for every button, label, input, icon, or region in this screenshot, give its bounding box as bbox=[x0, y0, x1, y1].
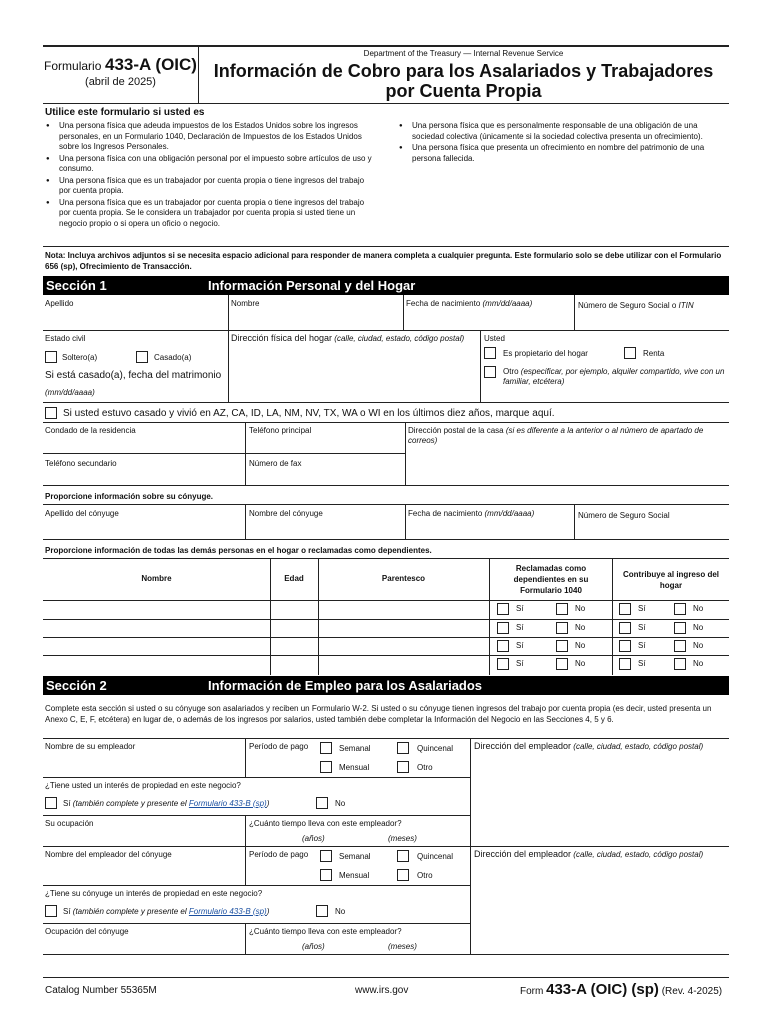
contribuye-no-label: No bbox=[693, 659, 704, 668]
contribuye-no-label: No bbox=[693, 604, 704, 613]
household-nombre-input[interactable] bbox=[44, 638, 269, 654]
otro-pago-checkbox[interactable] bbox=[397, 761, 409, 773]
apellido-conyuge-label: Apellido del cónyuge bbox=[45, 509, 119, 518]
col-reclamadas-header: Reclamadas como dependientes en su Formulario 1040 bbox=[513, 564, 589, 595]
direccion-empleador-label: Dirección del empleador (calle, ciudad, estado, código postal) bbox=[474, 741, 704, 751]
conyuge-direccion-empleador-input[interactable] bbox=[471, 872, 728, 953]
ocupacion-label: Su ocupación bbox=[45, 819, 94, 828]
nombre-conyuge-input[interactable] bbox=[246, 520, 404, 538]
casado-checkbox[interactable] bbox=[136, 351, 148, 363]
contribuye-si-label: Sí bbox=[638, 604, 646, 613]
section2-number: Sección 2 bbox=[46, 678, 107, 693]
usted-label: Usted bbox=[484, 334, 505, 343]
interes-si-label: Sí (también complete y presente el Formulario 433-B (sp)) bbox=[63, 799, 270, 808]
conyuge-tiempo-empleador-label: ¿Cuánto tiempo lleva con este empleador? bbox=[249, 927, 402, 936]
col-contribuye-header: Contribuye al ingreso del hogar bbox=[622, 570, 719, 590]
ssn-input[interactable] bbox=[575, 314, 728, 329]
quincenal-checkbox[interactable] bbox=[397, 742, 409, 754]
telefono-secundario-input[interactable] bbox=[44, 470, 244, 484]
empleador-label: Nombre de su empleador bbox=[45, 742, 136, 751]
conyuge-empleador-label: Nombre del empleador del cónyuge bbox=[45, 850, 172, 859]
condado-label: Condado de la residencia bbox=[45, 426, 136, 435]
conyuge-ocupacion-input[interactable] bbox=[44, 938, 244, 953]
household-parentesco-input[interactable] bbox=[319, 638, 488, 654]
conyuge-empleador-input[interactable] bbox=[44, 861, 244, 883]
contribuye-si-label: Sí bbox=[638, 659, 646, 668]
section1-header bbox=[43, 276, 729, 295]
conyuge-meses-input[interactable] bbox=[340, 939, 384, 952]
form-433b-link[interactable]: Formulario 433-B (sp) bbox=[188, 799, 267, 808]
right-bullets bbox=[398, 121, 723, 165]
col-edad-header: Edad bbox=[284, 574, 304, 583]
note-text: Nota: Incluya archivos adjuntos si se necesita espacio adicional para responder de manera completa a cualquier pregunta. Este formulario solo se debe utilizar con el Formulario 656 (sp), Ofrecimiento de Transacción. bbox=[45, 251, 722, 271]
section2-intro: Complete esta sección si usted o su cónyuge son asalariados y reciben un Formulario W-2. Si usted o su cónyuge tienen ingresos del trabajo por cuenta propia (es decir, usted presenta un Anexo C, E, F, etcétera) en lugar de, o además de los ingresos por salarios, usted también debe completar la Información del Negocio en las Secciones 4, 5 y 6. bbox=[45, 704, 712, 724]
contribuye-si-label: Sí bbox=[638, 641, 646, 650]
conyuge-ocupacion-label: Ocupación del cónyuge bbox=[45, 927, 129, 936]
nombre-input[interactable] bbox=[229, 310, 402, 329]
reclamadas-no-label: No bbox=[575, 641, 586, 650]
meses-label: (meses) bbox=[388, 834, 417, 843]
conyuge-anos-label: (años) bbox=[302, 942, 325, 951]
intro-heading: Utilice este formulario si usted es bbox=[45, 107, 205, 118]
household-edad-input[interactable] bbox=[271, 620, 317, 636]
reclamadas-si-label: Sí bbox=[516, 623, 524, 632]
formulario-word: Formulario bbox=[44, 59, 102, 73]
fax-input[interactable] bbox=[246, 470, 404, 484]
periodo-pago-label: Período de pago bbox=[249, 742, 309, 751]
bullet-item: ● Una persona física con una obligación personal por el impuesto sobre artículos de uso y consumo. bbox=[45, 154, 375, 175]
household-edad-input[interactable] bbox=[271, 638, 317, 654]
conyuge-periodo-pago-label: Período de pago bbox=[249, 850, 309, 859]
conyuge-quincenal-label: Quincenal bbox=[417, 852, 454, 861]
household-edad-input[interactable] bbox=[271, 601, 317, 617]
anos-input[interactable] bbox=[250, 831, 298, 844]
reclamadas-no-label: No bbox=[575, 659, 586, 668]
household-nombre-input[interactable] bbox=[44, 601, 269, 617]
reclamadas-si-label: Sí bbox=[516, 604, 524, 613]
household-edad-input[interactable] bbox=[271, 656, 317, 672]
bullet-item: ● Una persona física que es personalmente responsable de una obligación de una sociedad colectiva (únicamente si la sociedad colectiva presenta un ofrecimiento). bbox=[398, 121, 723, 142]
household-parentesco-input[interactable] bbox=[319, 601, 488, 617]
col-parentesco-header: Parentesco bbox=[381, 574, 426, 583]
reclamadas-no-checkbox[interactable] bbox=[556, 658, 568, 670]
household-heading: Proporcione información de todas las demás personas en el hogar o reclamadas como dependientes. bbox=[45, 546, 432, 555]
otro-vivienda-label: Otro (especificar, por ejemplo, alquiler compartido, vive con un familiar, etcétera) bbox=[503, 367, 725, 386]
conyuge-quincenal-checkbox[interactable] bbox=[397, 850, 409, 862]
tiempo-empleador-label: ¿Cuánto tiempo lleva con este empleador? bbox=[249, 819, 402, 828]
household-parentesco-input[interactable] bbox=[319, 656, 488, 672]
form-date: (abril de 2025) bbox=[85, 76, 156, 88]
section2-title: Información de Empleo para los Asalariados bbox=[208, 678, 483, 693]
otro-pago-label: Otro bbox=[417, 763, 433, 772]
conyuge-anos-input[interactable] bbox=[250, 939, 298, 952]
ssn-label: Número de Seguro Social o ITIN bbox=[578, 301, 694, 310]
mensual-label: Mensual bbox=[339, 763, 370, 772]
footer-form-id: Form 433-A (OIC) (sp) (Rev. 4-2025) bbox=[520, 981, 723, 998]
conyuge-mensual-checkbox[interactable] bbox=[320, 869, 332, 881]
direccion-fisica-input[interactable] bbox=[229, 356, 479, 401]
conyuge-interes-si-label: Sí (también complete y presente el Formulario 433-B (sp)) bbox=[63, 907, 270, 916]
quincenal-label: Quincenal bbox=[417, 744, 454, 753]
contribuye-si-checkbox[interactable] bbox=[619, 658, 631, 670]
reclamadas-no-checkbox[interactable] bbox=[556, 622, 568, 634]
form-title-line1: Información de Cobro para los Asalariados y Trabajadores bbox=[213, 61, 714, 81]
conyuge-interes-propiedad-label: ¿Tiene su cónyuge un interés de propiedad en este negocio? bbox=[45, 889, 263, 898]
spouse-heading: Proporcione información sobre su cónyuge. bbox=[45, 492, 214, 501]
meses-input[interactable] bbox=[340, 831, 384, 844]
direccion-postal-input[interactable] bbox=[406, 449, 728, 484]
mensual-checkbox[interactable] bbox=[320, 761, 332, 773]
interes-no-checkbox[interactable] bbox=[316, 797, 328, 809]
conyuge-interes-no-label: No bbox=[335, 907, 346, 916]
conyuge-otro-pago-label: Otro bbox=[417, 871, 433, 880]
interes-no-label: No bbox=[335, 799, 346, 808]
fax-label: Número de fax bbox=[249, 459, 302, 468]
apellido-input[interactable] bbox=[44, 310, 227, 329]
renta-label: Renta bbox=[643, 349, 665, 358]
reclamadas-si-label: Sí bbox=[516, 659, 524, 668]
community-property-label: Si usted estuvo casado y vivió en AZ, CA, ID, LA, NM, NV, TX, WA o WI en los últimos diez años, marque aquí. bbox=[63, 408, 555, 419]
nombre-conyuge-label: Nombre del cónyuge bbox=[249, 509, 323, 518]
contribuye-no-label: No bbox=[693, 623, 704, 632]
apellido-conyuge-input[interactable] bbox=[44, 520, 244, 538]
bullet-item: ● Una persona física que es un trabajador por cuenta propia o tiene ingresos del trabajo por cuenta propia. Se le considera un trabajador por cuenta propia si usted tiene un negocio propio o si opera un oficio o negocio. bbox=[45, 198, 375, 230]
bullet-item: ● Una persona física que adeuda impuestos de los Estados Unidos sobre los ingresos personales, en un Formulario 1040, Declaración de Impuestos de los Estados Unidos sobre los Ingresos Personales. bbox=[45, 121, 375, 153]
conyuge-semanal-checkbox[interactable] bbox=[320, 850, 332, 862]
reclamadas-si-label: Sí bbox=[516, 641, 524, 650]
reclamadas-si-checkbox[interactable] bbox=[497, 603, 509, 615]
contribuye-si-label: Sí bbox=[638, 623, 646, 632]
contribuye-si-checkbox[interactable] bbox=[619, 640, 631, 652]
form-id-block bbox=[43, 56, 198, 89]
col-nombre-header: Nombre bbox=[141, 574, 172, 583]
ssn-conyuge-input[interactable] bbox=[575, 523, 728, 538]
telefono-principal-input[interactable] bbox=[246, 437, 404, 452]
fecha-matrimonio-format: (mm/dd/aaaa) bbox=[45, 388, 95, 397]
household-parentesco-input[interactable] bbox=[319, 620, 488, 636]
section1-title: Información Personal y del Hogar bbox=[208, 278, 416, 293]
ocupacion-input[interactable] bbox=[44, 830, 244, 845]
household-nombre-input[interactable] bbox=[44, 620, 269, 636]
empleador-input[interactable] bbox=[44, 753, 244, 775]
soltero-label: Soltero(a) bbox=[62, 353, 98, 362]
otro-vivienda-checkbox[interactable] bbox=[484, 366, 496, 378]
semanal-checkbox[interactable] bbox=[320, 742, 332, 754]
fecha-matrimonio-label: Si está casado(a), fecha del matrimonio bbox=[45, 370, 222, 381]
bullet-item: ● Una persona física que es un trabajador por cuenta propia o tiene ingresos del trabajo por cuenta propia. bbox=[45, 176, 375, 197]
reclamadas-si-checkbox[interactable] bbox=[497, 658, 509, 670]
contribuye-no-checkbox[interactable] bbox=[674, 640, 686, 652]
catalog-number: Catalog Number 55365M bbox=[45, 985, 157, 996]
soltero-checkbox[interactable] bbox=[45, 351, 57, 363]
apellido-label: Apellido bbox=[45, 299, 74, 308]
conyuge-otro-pago-checkbox[interactable] bbox=[397, 869, 409, 881]
casado-label: Casado(a) bbox=[154, 353, 192, 362]
conyuge-interes-no-checkbox[interactable] bbox=[316, 905, 328, 917]
reclamadas-no-label: No bbox=[575, 623, 586, 632]
form-title-line2: por Cuenta Propia bbox=[385, 81, 542, 101]
nombre-label: Nombre bbox=[231, 299, 260, 308]
semanal-label: Semanal bbox=[339, 744, 371, 753]
section2-header bbox=[43, 676, 729, 695]
telefono-secundario-label: Teléfono secundario bbox=[45, 459, 117, 468]
reclamadas-no-label: No bbox=[575, 604, 586, 613]
fecha-nacimiento-input[interactable] bbox=[404, 310, 573, 329]
propietario-label: Es propietario del hogar bbox=[503, 349, 588, 358]
conyuge-semanal-label: Semanal bbox=[339, 852, 371, 861]
irs-website: www.irs.gov bbox=[355, 985, 409, 996]
anos-label: (años) bbox=[302, 834, 325, 843]
reclamadas-si-checkbox[interactable] bbox=[497, 622, 509, 634]
conyuge-form-433b-link[interactable]: Formulario 433-B (sp) bbox=[188, 907, 267, 916]
contribuye-si-checkbox[interactable] bbox=[619, 603, 631, 615]
contribuye-si-checkbox[interactable] bbox=[619, 622, 631, 634]
household-nombre-input[interactable] bbox=[44, 656, 269, 672]
direccion-postal-label: Dirección postal de la casa (si es diferente a la anterior o al número de apartado de correos) bbox=[408, 426, 704, 445]
fecha-nacimiento-conyuge-label: Fecha de nacimiento (mm/dd/aaaa) bbox=[408, 509, 535, 518]
form-number: 433-A (OIC) bbox=[105, 55, 197, 74]
form-title bbox=[198, 61, 729, 101]
reclamadas-si-checkbox[interactable] bbox=[497, 640, 509, 652]
conyuge-mensual-label: Mensual bbox=[339, 871, 370, 880]
ssn-conyuge-label: Número de Seguro Social bbox=[578, 511, 670, 520]
department-line: Department of the Treasury — Internal Revenue Service bbox=[363, 49, 564, 58]
direccion-empleador-input[interactable] bbox=[471, 764, 728, 845]
condado-input[interactable] bbox=[44, 437, 244, 452]
left-bullets bbox=[45, 121, 375, 230]
propietario-checkbox[interactable] bbox=[484, 347, 496, 359]
contribuye-no-label: No bbox=[693, 641, 704, 650]
interes-propiedad-label: ¿Tiene usted un interés de propiedad en este negocio? bbox=[45, 781, 241, 790]
conyuge-meses-label: (meses) bbox=[388, 942, 417, 951]
bullet-item: ● Una persona física que presenta un ofrecimiento en nombre del patrimonio de una persona fallecida. bbox=[398, 143, 723, 164]
community-property-checkbox[interactable] bbox=[45, 407, 57, 419]
reclamadas-no-checkbox[interactable] bbox=[556, 603, 568, 615]
reclamadas-no-checkbox[interactable] bbox=[556, 640, 568, 652]
contribuye-no-checkbox[interactable] bbox=[674, 658, 686, 670]
contribuye-no-checkbox[interactable] bbox=[674, 622, 686, 634]
conyuge-interes-si-checkbox[interactable] bbox=[45, 905, 57, 917]
direccion-fisica-label: Dirección física del hogar (calle, ciudad, estado, código postal) bbox=[231, 333, 465, 343]
fecha-nacimiento-label: Fecha de nacimiento (mm/dd/aaaa) bbox=[406, 299, 533, 308]
estado-civil-label: Estado civil bbox=[45, 334, 86, 343]
section1-number: Sección 1 bbox=[46, 278, 107, 293]
fecha-nacimiento-conyuge-input[interactable] bbox=[406, 520, 573, 538]
renta-checkbox[interactable] bbox=[624, 347, 636, 359]
contribuye-no-checkbox[interactable] bbox=[674, 603, 686, 615]
telefono-principal-label: Teléfono principal bbox=[249, 426, 312, 435]
conyuge-direccion-empleador-label: Dirección del empleador (calle, ciudad, estado, código postal) bbox=[474, 849, 704, 859]
interes-si-checkbox[interactable] bbox=[45, 797, 57, 809]
